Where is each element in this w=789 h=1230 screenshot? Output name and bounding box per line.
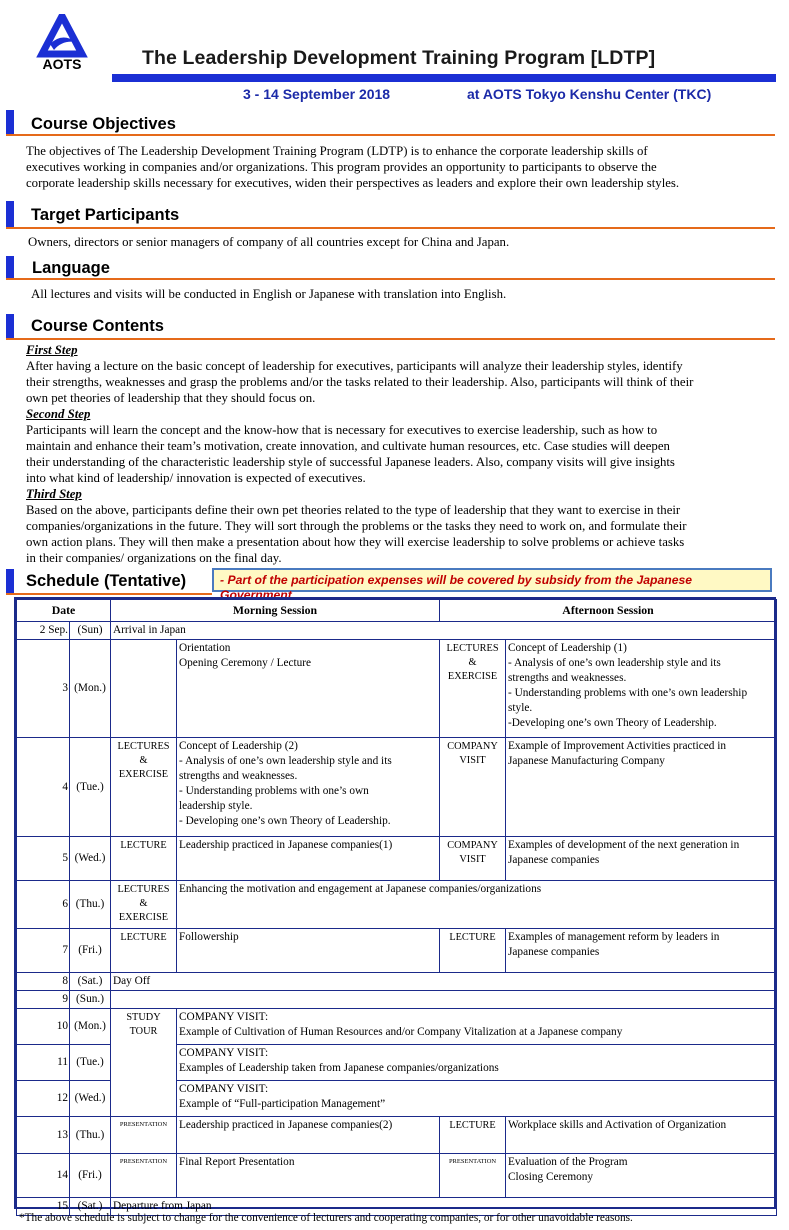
text-line: EXERCISE <box>118 912 169 923</box>
table-header-row <box>17 600 777 622</box>
page-title: The Leadership Development Training Program [LDTP] <box>142 47 656 69</box>
text-line: Final Report Presentation <box>179 1156 295 1168</box>
session-type <box>111 640 177 738</box>
section-heading-objectives: Course Objectives <box>31 115 176 133</box>
session-type <box>111 837 177 881</box>
day-number: 13 <box>17 1117 70 1154</box>
text-line: Followership <box>179 931 239 943</box>
text-line: companies/organizations in the future. They will sort through the problems or the tasks they need to work on, and formulate their <box>26 519 687 533</box>
text-line: Participants will learn the concept and the know-how that is necessary for executives to exercise leadership, such as how to <box>26 423 658 437</box>
text-line: Workplace skills and Activation of Organization <box>508 1119 727 1131</box>
schedule-table <box>14 597 776 1212</box>
day-number: 3 <box>17 640 70 738</box>
section-marker <box>6 256 14 278</box>
text-line: COMPANY VISIT: <box>179 1011 269 1023</box>
text-line: Based on the above, participants define their own pet theories related to the type of leadership that they want to exercise in their <box>26 503 681 517</box>
course-contents <box>26 342 693 566</box>
text-line: -Developing one’s own Theory of Leadership. <box>508 717 717 729</box>
session-type <box>440 929 506 973</box>
day-weekday: (Fri.) <box>70 929 111 973</box>
event-cell: Day Off <box>111 973 777 991</box>
table-row <box>17 881 777 929</box>
table-row <box>17 1009 777 1045</box>
text-line: VISIT <box>459 755 486 766</box>
full-day-session: Enhancing the motivation and engagement at Japanese companies/organizations <box>177 881 777 929</box>
text-line: Closing Ceremony <box>508 1171 594 1183</box>
day-weekday: (Sat.) <box>70 1198 111 1216</box>
afternoon-session <box>506 1117 777 1154</box>
full-day-session <box>177 1081 777 1117</box>
text-line: maintain and enhance their team’s motivation, create innovation, and cultivate human resources, etc. Case studies will deepen <box>26 439 670 453</box>
text-line: & <box>468 657 477 668</box>
text-line: Japanese Manufacturing Company <box>508 755 665 767</box>
table-row <box>17 738 777 837</box>
table-row <box>17 1154 777 1198</box>
day-weekday: (Sun.) <box>70 991 111 1009</box>
table-row <box>17 640 777 738</box>
text-line: strengths and weaknesses. <box>508 672 627 684</box>
session-type <box>440 1117 506 1154</box>
header-afternoon: Afternoon Session <box>440 600 777 622</box>
program-location: at AOTS Tokyo Kenshu Center (TKC) <box>467 86 712 102</box>
table-row <box>17 991 777 1009</box>
section-marker <box>6 314 14 338</box>
objectives-text <box>26 143 679 191</box>
section-marker <box>6 110 14 134</box>
text-line: COMPANY VISIT: <box>179 1083 269 1095</box>
text-line: Evaluation of the Program <box>508 1156 628 1168</box>
morning-session <box>177 837 440 881</box>
day-weekday: (Fri.) <box>70 1154 111 1198</box>
text-line: own pet theories of leadership that they should focus on. <box>26 391 316 405</box>
text-line: their strengths, weaknesses and grasp the problems and/or the tasks related to their leadership. Also, participants will think of their <box>26 375 694 389</box>
text-line: COMPANY <box>447 741 498 752</box>
language-text: All lectures and visits will be conducted in English or Japanese with translation into English. <box>31 287 507 301</box>
day-number: 10 <box>17 1009 70 1045</box>
step-title: Third Step <box>26 487 82 501</box>
text-line: Opening Ceremony / Lecture <box>179 657 312 669</box>
day-weekday: (Thu.) <box>70 881 111 929</box>
section-heading-schedule: Schedule (Tentative) <box>26 572 187 590</box>
text-line: LECTURE <box>120 840 167 851</box>
section-rule <box>6 593 212 595</box>
text-line: Example of Cultivation of Human Resources and/or Company Vitalization at a Japanese company <box>179 1026 623 1038</box>
section-rule <box>6 338 775 340</box>
subsidy-note: - Part of the participation expenses will be covered by subsidy from the Japanese Government <box>212 568 772 592</box>
text-line: After having a lecture on the basic concept of leadership for executives, participants will analyze their leadership styles, identify <box>26 359 683 373</box>
section-heading-contents: Course Contents <box>31 317 164 335</box>
text-line: Leadership practiced in Japanese companies(2) <box>179 1119 393 1131</box>
text-line: VISIT <box>459 854 486 865</box>
text-line: style. <box>508 702 533 714</box>
text-line: Concept of Leadership (2) <box>179 740 298 752</box>
text-line: own action plans. They will then make a presentation about how they will exercise leadership to solve problems or achieve tasks <box>26 535 685 549</box>
title-rule <box>112 74 776 82</box>
text-line: Example of “Full-participation Management” <box>179 1098 386 1110</box>
day-weekday: (Sat.) <box>70 973 111 991</box>
table-row <box>17 973 777 991</box>
table-row <box>17 622 777 640</box>
step-title: First Step <box>26 343 78 357</box>
text-line: Orientation <box>179 642 231 654</box>
day-weekday: (Tue.) <box>70 1045 111 1081</box>
session-type <box>111 881 177 929</box>
section-marker <box>6 201 14 227</box>
text-line: - Understanding problems with one’s own <box>179 785 369 797</box>
text-line: into what kind of leadership/ innovation is expected of executives. <box>26 471 366 485</box>
day-weekday: (Wed.) <box>70 837 111 881</box>
day-number: 12 <box>17 1081 70 1117</box>
event-cell: Arrival in Japan <box>111 622 777 640</box>
text-line: & <box>139 755 148 766</box>
text-line: TOUR <box>129 1026 158 1037</box>
text-line: Leadership practiced in Japanese companies(1) <box>179 839 393 851</box>
section-heading-participants: Target Participants <box>31 206 180 224</box>
session-type <box>440 837 506 881</box>
morning-session <box>177 1154 440 1198</box>
header-morning: Morning Session <box>111 600 440 622</box>
morning-session <box>177 640 440 738</box>
text-line: Examples of management reform by leaders in <box>508 931 720 943</box>
morning-session <box>177 929 440 973</box>
text-line: The objectives of The Leadership Development Training Program (LDTP) is to enhance the corporate leadership skills of <box>26 144 648 158</box>
text-line: EXERCISE <box>447 671 498 682</box>
text-line: Concept of Leadership (1) <box>508 642 627 654</box>
session-type: PRESENTATION <box>440 1154 506 1198</box>
text-line: strengths and weaknesses. <box>179 770 298 782</box>
text-line: COMPANY <box>447 840 498 851</box>
day-weekday: (Wed.) <box>70 1081 111 1117</box>
text-line: Examples of development of the next generation in <box>508 839 740 851</box>
text-line: leadership style. <box>179 800 253 812</box>
table-row <box>17 837 777 881</box>
logo-text: AOTS <box>42 56 82 72</box>
section-rule <box>6 278 775 280</box>
participants-text: Owners, directors or senior managers of company of all countries except for China and Japan. <box>28 235 510 249</box>
text-line: EXERCISE <box>118 769 169 780</box>
program-dates: 3 - 14 September 2018 <box>243 86 391 102</box>
text-line: Japanese companies <box>508 854 600 866</box>
text-line: - Developing one’s own Theory of Leadership. <box>179 815 391 827</box>
text-line: COMPANY VISIT: <box>179 1047 269 1059</box>
text-line: LECTURE <box>120 932 167 943</box>
table-row <box>17 929 777 973</box>
table-row <box>17 1117 777 1154</box>
text-line: executives working in companies and/or organizations. This program provides an opportunity to participants to observe the <box>26 160 657 174</box>
text-line: Examples of Leadership taken from Japanese companies/organizations <box>179 1062 499 1074</box>
text-line: - Analysis of one’s own leadership style and its <box>179 755 392 767</box>
text-line: - Understanding problems with one’s own leadership <box>508 687 748 699</box>
full-day-session <box>177 1009 777 1045</box>
section-marker <box>6 569 14 593</box>
day-number: 14 <box>17 1154 70 1198</box>
header-date: Date <box>17 600 111 622</box>
text-line: in their companies/ organizations on the final day. <box>26 551 282 565</box>
session-type <box>111 738 177 837</box>
day-number: 15 <box>17 1198 70 1216</box>
day-number: 2 Sep. <box>17 622 70 640</box>
text-line: LECTURES <box>117 884 170 895</box>
event-cell: Departure from Japan <box>111 1198 777 1216</box>
text-line: & <box>139 898 148 909</box>
section-rule <box>6 134 775 136</box>
session-type <box>440 640 506 738</box>
text-line: LECTURE <box>449 1120 496 1131</box>
afternoon-session <box>506 738 777 837</box>
text-line: Japanese companies <box>508 946 600 958</box>
day-weekday: (Mon.) <box>70 640 111 738</box>
text-line: LECTURE <box>449 932 496 943</box>
text-line: - Analysis of one’s own leadership style and its <box>508 657 721 669</box>
morning-session <box>177 738 440 837</box>
section-rule <box>6 227 775 229</box>
text-line: their understanding of the characteristic leadership style of successful Japanese leaders. Also, company visits will give insights <box>26 455 675 469</box>
day-number: 5 <box>17 837 70 881</box>
step-title: Second Step <box>26 407 91 421</box>
day-number: 11 <box>17 1045 70 1081</box>
section-heading-language: Language <box>32 259 110 277</box>
session-type: PRESENTATION <box>111 1154 177 1198</box>
aots-logo <box>32 14 92 72</box>
text-line: LECTURES <box>117 741 170 752</box>
aots-logo-icon <box>32 14 92 72</box>
session-type <box>111 1009 177 1117</box>
session-type <box>111 929 177 973</box>
footnote: *The above schedule is subject to change for the convenience of lecturers and cooperating companies, or for other unavoidable reasons. <box>19 1212 633 1224</box>
day-weekday: (Thu.) <box>70 1117 111 1154</box>
day-number: 8 <box>17 973 70 991</box>
day-number: 9 <box>17 991 70 1009</box>
afternoon-session <box>506 837 777 881</box>
morning-session <box>177 1117 440 1154</box>
event-cell <box>111 991 777 1009</box>
text-line: corporate leadership skills necessary for executives, widen their perspectives as leaders and explore their own leadership styles. <box>26 176 680 190</box>
day-number: 7 <box>17 929 70 973</box>
day-weekday: (Tue.) <box>70 738 111 837</box>
text-line: LECTURES <box>446 643 499 654</box>
afternoon-session <box>506 640 777 738</box>
text-line: Example of Improvement Activities practiced in <box>508 740 727 752</box>
day-weekday: (Sun) <box>70 622 111 640</box>
afternoon-session <box>506 929 777 973</box>
day-number: 4 <box>17 738 70 837</box>
session-type <box>440 738 506 837</box>
day-weekday: (Mon.) <box>70 1009 111 1045</box>
text-line: STUDY <box>126 1012 161 1023</box>
full-day-session <box>177 1045 777 1081</box>
session-type: PRESENTATION <box>111 1117 177 1154</box>
afternoon-session <box>506 1154 777 1198</box>
day-number: 6 <box>17 881 70 929</box>
